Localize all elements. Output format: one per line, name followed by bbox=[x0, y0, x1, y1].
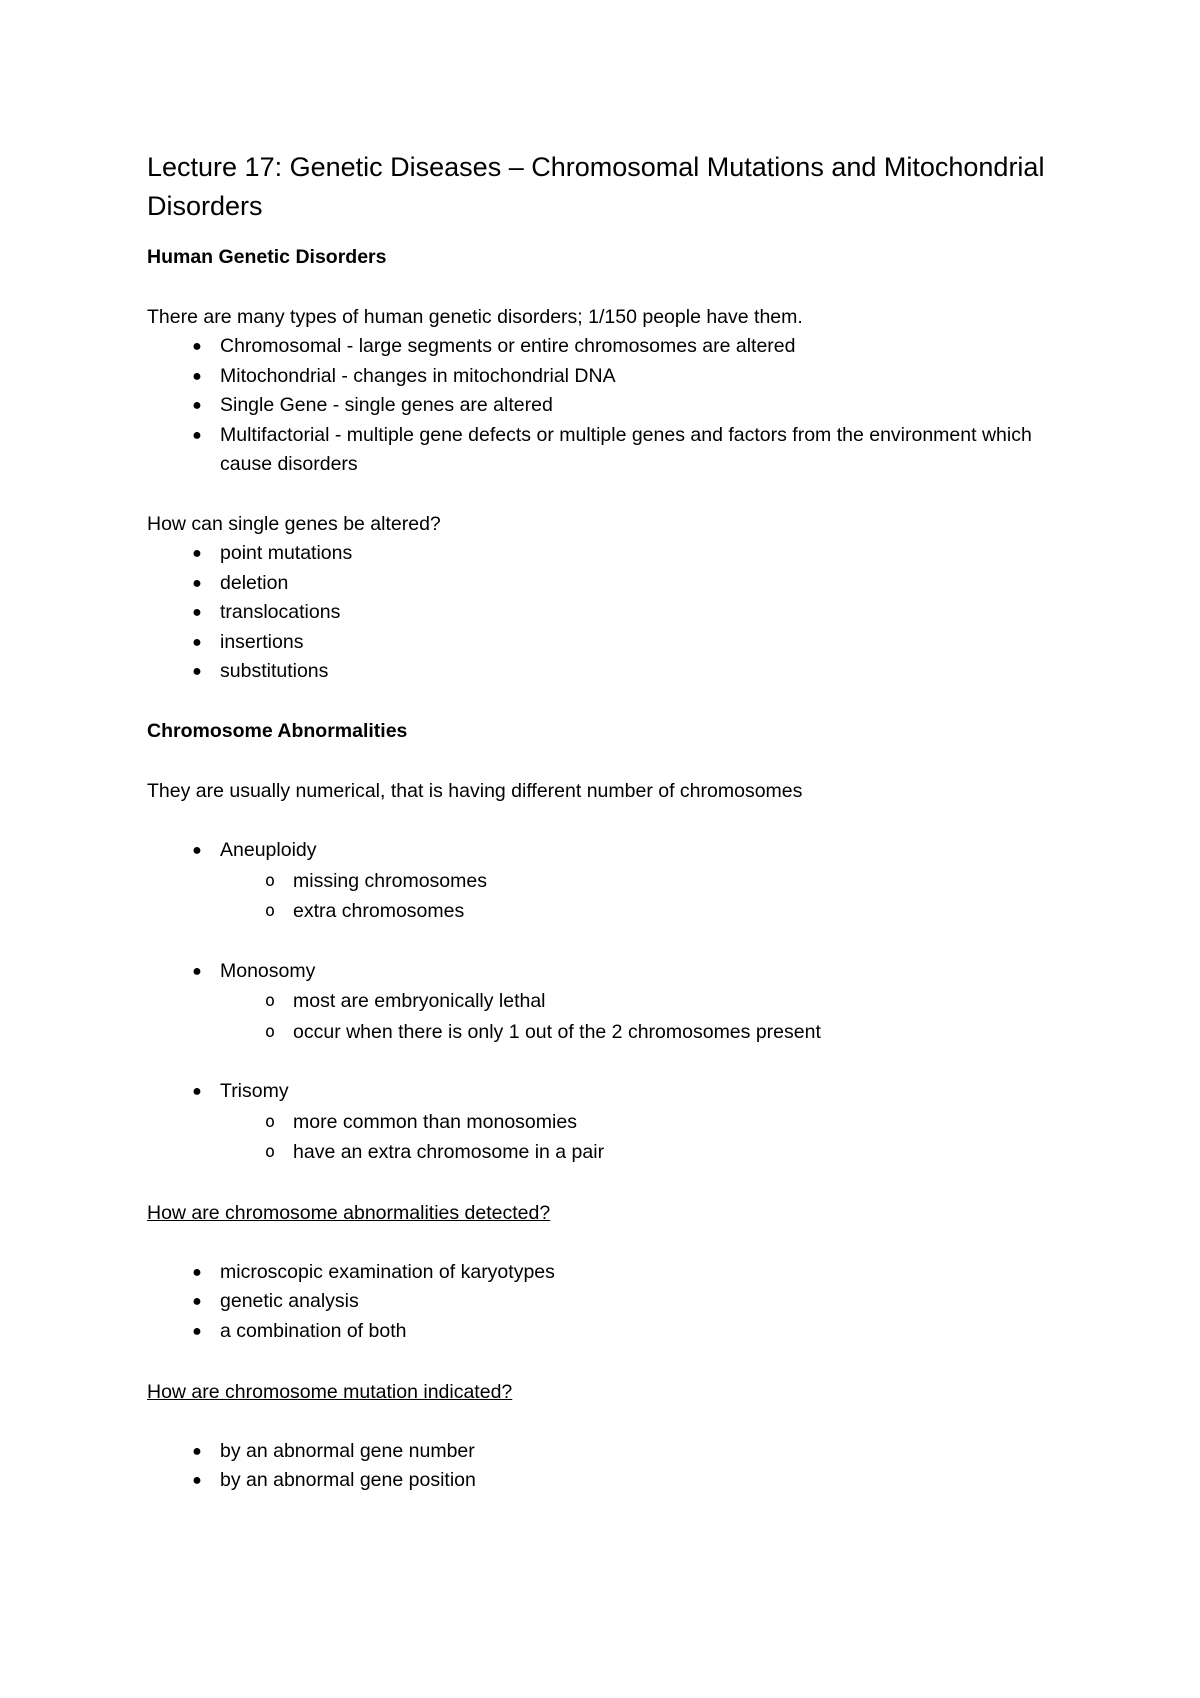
sub-list-item: o more common than monosomies bbox=[220, 1107, 1080, 1138]
sub-list bbox=[220, 1107, 1080, 1168]
list-item: ● insertions bbox=[147, 628, 1080, 658]
bullet-icon: ● bbox=[192, 663, 202, 681]
section-intro-chromosome-abnormalities: They are usually numerical, that is having different number of chromosomes bbox=[147, 779, 803, 802]
list-item: ● point mutations bbox=[147, 539, 1080, 569]
bullet-icon: ● bbox=[192, 338, 202, 355]
section-intro-human-genetic-disorders: There are many types of human genetic disorders; 1/150 people have them. bbox=[147, 306, 803, 328]
list-item: ● Aneuploidy bbox=[147, 836, 1080, 866]
bullet-icon: ● bbox=[192, 1293, 202, 1311]
abnormality-group-trisomy bbox=[147, 1077, 1080, 1107]
list-item: ● by an abnormal gene position bbox=[147, 1466, 1080, 1496]
sub-list-item: o extra chromosomes bbox=[220, 896, 1080, 927]
abnormality-group-aneuploidy bbox=[147, 836, 1080, 866]
bullet-icon: ● bbox=[192, 367, 202, 385]
bullet-icon: ● bbox=[192, 633, 202, 651]
circle-bullet-icon: o bbox=[264, 1021, 276, 1042]
bullet-icon: ● bbox=[192, 1442, 202, 1460]
bullet-icon: ● bbox=[192, 1083, 202, 1101]
list-item: ● genetic analysis bbox=[147, 1287, 1080, 1317]
sub-list bbox=[220, 866, 1080, 927]
bullet-icon: ● bbox=[192, 1263, 202, 1281]
bullet-icon: ● bbox=[192, 841, 202, 859]
bullet-icon: ● bbox=[192, 544, 202, 562]
bullet-icon: ● bbox=[192, 1472, 202, 1490]
list-item: ● microscopic examination of karyotypes bbox=[147, 1258, 1080, 1288]
list-item: ● Single Gene - single genes are altered bbox=[147, 391, 1080, 421]
section-heading-human-genetic-disorders: Human Genetic Disorders bbox=[147, 246, 387, 268]
list-item: ● Chromosomal - large segments or entire chromosomes are altered bbox=[147, 332, 1080, 362]
list-item: ● deletion bbox=[147, 569, 1080, 599]
sub-list bbox=[220, 986, 1080, 1047]
list-item: ● translocations bbox=[147, 598, 1080, 628]
abnormality-group-monosomy bbox=[147, 957, 1080, 987]
question-single-genes: How can single genes be altered? bbox=[147, 512, 441, 535]
indication-list bbox=[147, 1437, 1080, 1496]
list-item: ● a combination of both bbox=[147, 1317, 1080, 1347]
list-item: ● Mitochondrial - changes in mitochondrial DNA bbox=[147, 362, 1080, 392]
sub-list-item: o have an extra chromosome in a pair bbox=[220, 1137, 1080, 1168]
sub-list-item: o occur when there is only 1 out of the 2 chromosomes present bbox=[220, 1017, 1080, 1048]
list-item: ● Trisomy bbox=[147, 1077, 1080, 1107]
section-heading-chromosome-abnormalities: Chromosome Abnormalities bbox=[147, 719, 408, 742]
lecture-title: Lecture 17: Genetic Diseases – Chromosomal Mutations and Mitochondrial Disorders bbox=[147, 152, 1045, 221]
sub-list-item: o most are embryonically lethal bbox=[220, 986, 1080, 1017]
bullet-icon: ● bbox=[192, 962, 202, 980]
bullet-icon: ● bbox=[192, 397, 202, 415]
disorder-types-list bbox=[147, 332, 1080, 480]
sub-list-item: o missing chromosomes bbox=[220, 866, 1080, 897]
section-heading-detection: How are chromosome abnormalities detected? bbox=[147, 1201, 551, 1224]
detection-methods-list bbox=[147, 1258, 1080, 1347]
list-item: ● substitutions bbox=[147, 657, 1080, 687]
section-heading-indication: How are chromosome mutation indicated? bbox=[147, 1380, 513, 1403]
list-item: ● by an abnormal gene number bbox=[147, 1437, 1080, 1467]
circle-bullet-icon: o bbox=[264, 1111, 276, 1132]
circle-bullet-icon: o bbox=[264, 991, 276, 1012]
circle-bullet-icon: o bbox=[264, 901, 276, 922]
bullet-icon: ● bbox=[192, 426, 202, 444]
gene-alteration-list bbox=[147, 539, 1080, 687]
circle-bullet-icon: o bbox=[264, 870, 276, 891]
list-item: ● Monosomy bbox=[147, 957, 1080, 987]
list-item: ● Multifactorial - multiple gene defects or multiple genes and factors from the environment which cause disorders bbox=[147, 421, 1080, 480]
circle-bullet-icon: o bbox=[264, 1142, 276, 1163]
bullet-icon: ● bbox=[192, 574, 202, 592]
bullet-icon: ● bbox=[192, 1322, 202, 1340]
bullet-icon: ● bbox=[192, 604, 202, 622]
